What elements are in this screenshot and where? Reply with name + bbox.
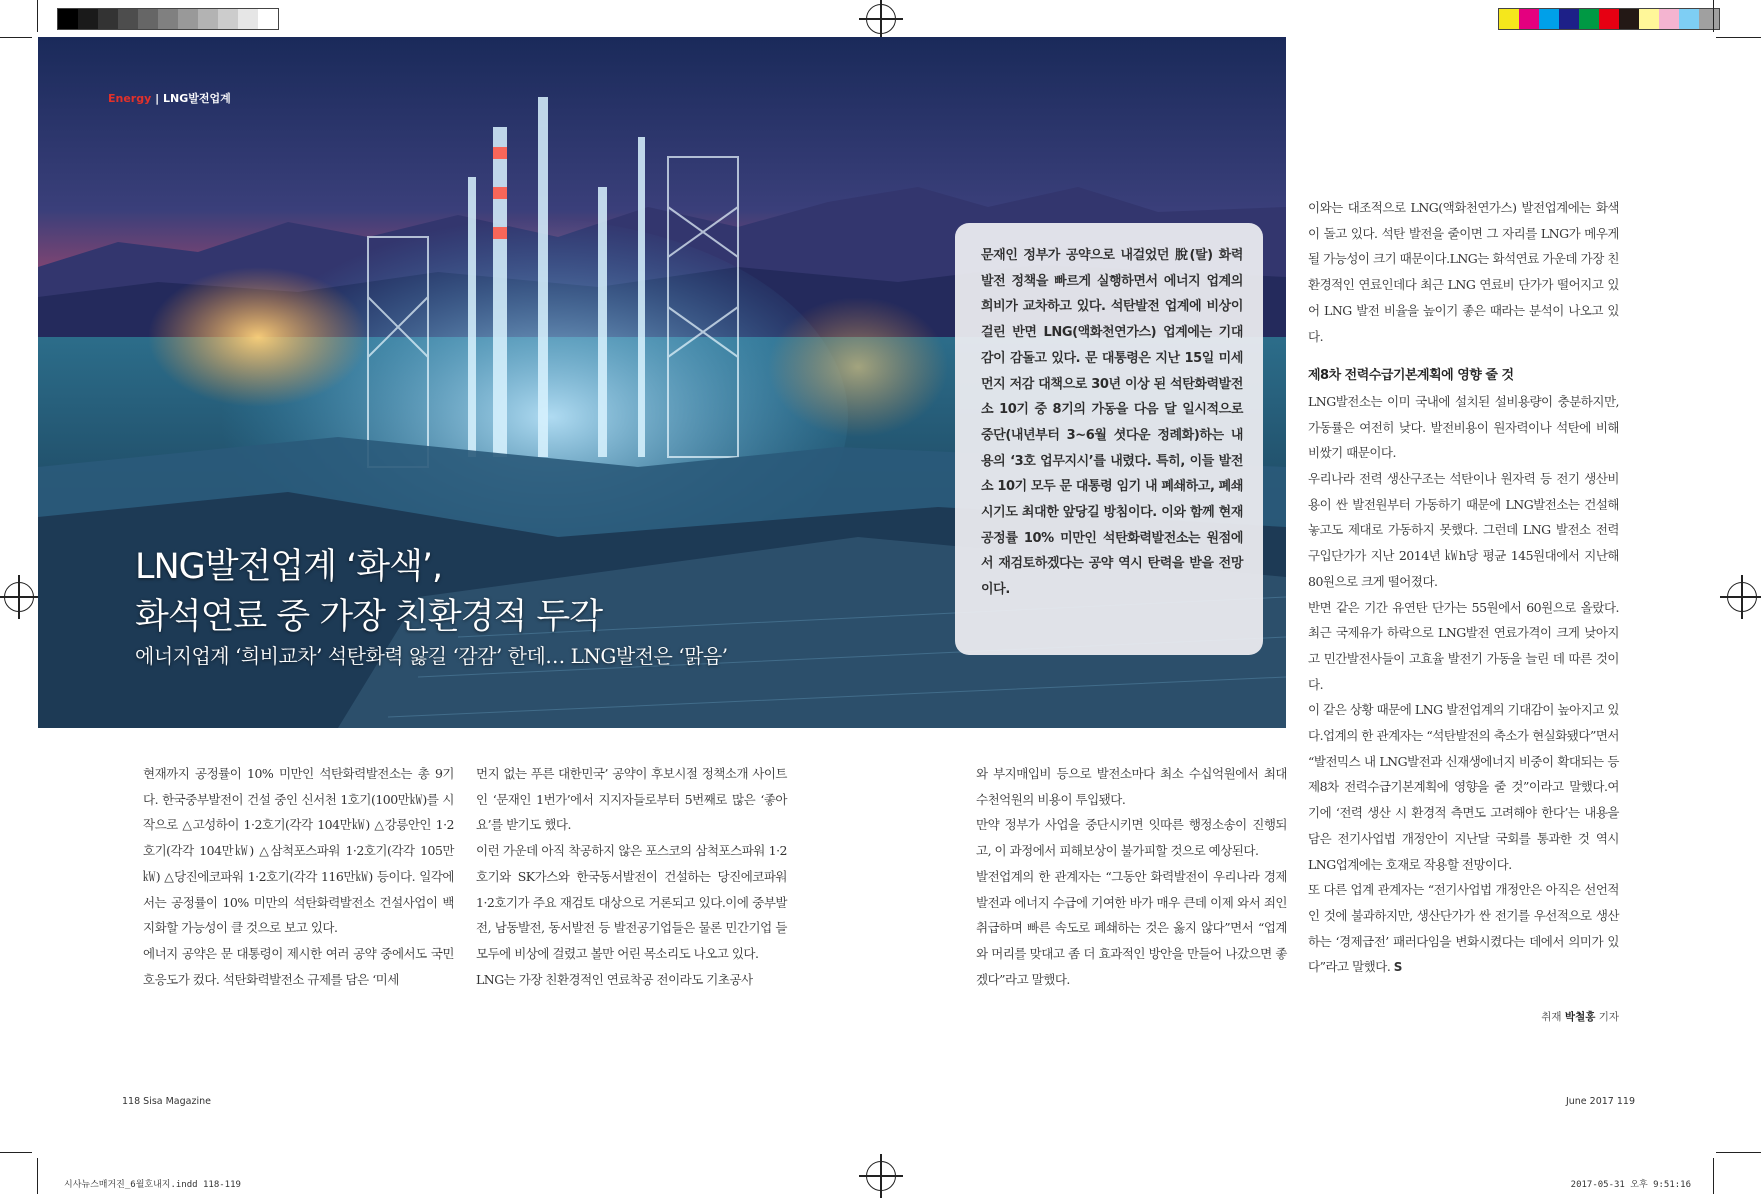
color-swatch bbox=[1639, 9, 1659, 29]
body-paragraph: LNG는 가장 친환경적인 연료착공 전이라도 기초공사 bbox=[476, 971, 753, 987]
byline-prefix: 취재 bbox=[1541, 1011, 1562, 1023]
color-swatch bbox=[1679, 9, 1699, 29]
body-paragraph bbox=[1308, 877, 1619, 981]
crop-mark bbox=[37, 0, 38, 32]
subheading: 제8차 전력수급기본계획에 영향 줄 것 bbox=[1308, 368, 1514, 384]
color-swatch bbox=[1659, 9, 1679, 29]
section-category: Energy bbox=[108, 92, 152, 105]
lead-paragraph: 문재인 정부가 공약으로 내걸었던 脫(탈) 화력발전 정책을 빠르게 실행하면서 에너지 업계의 희비가 교차하고 있다. 석탄발전 업계에 비상이 걸린 반면 LNG(액화천연가스) 업계에는 기대감이 감돌고 있다. 문 대통령은 지난 15일 미세먼지 저감 대책으로 30년 이상 된 석탄화력발전소 10기 중 8기의 가동을 다음 달 일시적으로 중단(내년부터 3~6월 셧다운 정례화)하는 내용의 ‘3호 업무지시’를 내렸다. 특히, 이들 발전소 10기 모두 문 대통령 임기 내 폐쇄하고, 폐쇄 시기도 최대한 앞당길 방침이다. 이와 함께 현재 공정률 10% 미만인 석탄화력발전소는 원점에서 재검토하겠다는 공약 역시 탄력을 받을 전망이다. bbox=[981, 248, 1243, 598]
body-paragraph-text: 또 다른 업계 관계자는 “전기사업법 개정안은 아직은 선언적인 것에 불과하지만, 생산단가가 싼 전기를 우선적으로 생산하는 ‘경제급전’ 패러다임을 변화시켰다는 데에서 의미가 있다”라고 말했다. bbox=[1308, 882, 1619, 975]
color-swatch bbox=[1599, 9, 1619, 29]
color-swatch bbox=[118, 9, 138, 29]
color-swatch bbox=[1499, 9, 1519, 29]
body-column-4 bbox=[1308, 195, 1619, 981]
end-mark: S bbox=[1393, 960, 1402, 975]
deck-subtitle: 에너지업계 ‘희비교차’ 석탄화력 앓길 ‘감감’ 한데… LNG발전은 ‘맑음’ bbox=[135, 644, 728, 668]
crop-mark bbox=[0, 1152, 32, 1153]
color-swatch bbox=[258, 9, 278, 29]
crop-mark bbox=[1713, 0, 1714, 32]
color-swatch bbox=[1579, 9, 1599, 29]
section-label bbox=[108, 90, 231, 106]
color-swatch bbox=[238, 9, 258, 29]
crop-mark bbox=[1713, 1158, 1714, 1194]
body-paragraph: 반면 같은 기간 유연탄 단가는 55원에서 60원으로 올랐다.최근 국제유가 하락으로 LNG발전 연료가격이 크게 낮아지고 민간발전사들이 고효율 발전기 가동을 늘린 데 따른 것이다. bbox=[1308, 599, 1619, 692]
crop-mark bbox=[37, 1158, 38, 1194]
body-paragraph: 이와는 대조적으로 LNG(액화천연가스) 발전업계에는 화색이 돌고 있다. 석탄 발전을 줄이면 그 자리를 LNG가 메우게 될 가능성이 크기 때문이다.LNG는 화석연료 가운데 가장 친환경적인 연료인데다 최근 LNG 연료비 단가가 떨어지고 있어 LNG 발전 비율을 높이기 좋은 때라는 분석이 나오고 있다. bbox=[1308, 200, 1619, 344]
color-swatch bbox=[98, 9, 118, 29]
lead-box bbox=[955, 223, 1263, 655]
color-swatch bbox=[58, 9, 78, 29]
color-swatch bbox=[1519, 9, 1539, 29]
body-paragraph: 발전업계의 한 관계자는 “그동안 화력발전이 우리나라 경제 발전과 에너지 수급에 기여한 바가 매우 큰데 이제 와서 죄인 취급하며 빠른 속도로 폐쇄하는 것은 옳지 않다”면서 “업계와 머리를 맞대고 좀 더 효과적인 방안을 만들어 나갔으면 좋겠다”라고 말했다. bbox=[976, 868, 1287, 987]
registration-mark-right bbox=[1727, 582, 1757, 612]
slug-filename: 시사뉴스매거진_6월호내지.indd 118-119 bbox=[64, 1180, 241, 1190]
body-paragraph: 에너지 공약은 문 대통령이 제시한 여러 공약 중에서도 국민 호응도가 컸다. 석탄화력발전소 규제를 담은 ‘미세 bbox=[143, 945, 454, 987]
body-paragraph: 우리나라 전력 생산구조는 석탄이나 원자력 등 전기 생산비용이 싼 발전원부터 가동하기 때문에 LNG발전소는 건설해놓고도 제대로 가동하지 못했다. 그런데 LNG 발전소 전력 구입단가가 지난 2014년 ㎾h당 평균 145원대에서 지난해 80원으로 크게 떨어졌다. bbox=[1308, 471, 1619, 589]
headline bbox=[135, 542, 602, 642]
body-paragraph: 만약 정부가 사업을 중단시키면 잇따른 행정소송이 진행되고, 이 과정에서 피해보상이 불가피할 것으로 예상된다. bbox=[976, 817, 1287, 859]
section-divider: | bbox=[155, 92, 163, 105]
crop-mark bbox=[0, 37, 32, 38]
body-paragraph: 와 부지매입비 등으로 발전소마다 최소 수십억원에서 최대 수천억원의 비용이 투입됐다. bbox=[976, 766, 1287, 807]
body-column-1 bbox=[143, 761, 454, 992]
color-swatch bbox=[78, 9, 98, 29]
registration-mark-top bbox=[866, 4, 896, 34]
color-swatch bbox=[1699, 9, 1719, 29]
grayscale-bar bbox=[57, 8, 279, 30]
body-paragraph: 이런 가운데 아직 착공하지 않은 포스코의 삼척포스파워 1·2호기와 SK가스와 한국동서발전이 건설하는 당진에코파워 1·2호기가 주요 재검토 대상으로 거론되고 있다.이에 중부발전, 남동발전, 동서발전 등 발전공기업들은 물론 민간기업 들 모두에 비상에 걸렸고 볼만 어린 목소리도 나오고 있다. bbox=[476, 843, 787, 961]
headline-line-1: LNG발전업계 ‘화색’, bbox=[135, 547, 443, 587]
crop-mark bbox=[1716, 1152, 1761, 1153]
body-column-2 bbox=[476, 761, 787, 992]
registration-mark-left bbox=[4, 582, 34, 612]
headline-line-2: 화석연료 중 가장 친환경적 두각 bbox=[135, 597, 603, 637]
color-bar bbox=[1498, 8, 1720, 30]
byline-name: 박철홍 bbox=[1564, 1011, 1596, 1023]
folio-left: 118 Sisa Magazine bbox=[122, 1096, 211, 1107]
color-swatch bbox=[158, 9, 178, 29]
color-swatch bbox=[218, 9, 238, 29]
byline bbox=[1308, 1009, 1619, 1024]
body-column-3 bbox=[976, 761, 1287, 992]
section-topic: LNG발전업계 bbox=[162, 92, 231, 105]
color-swatch bbox=[1619, 9, 1639, 29]
color-swatch bbox=[1539, 9, 1559, 29]
registration-mark-bottom bbox=[866, 1161, 896, 1191]
crop-mark bbox=[1716, 37, 1761, 38]
color-swatch bbox=[138, 9, 158, 29]
byline-suffix: 기자 bbox=[1598, 1011, 1619, 1023]
color-swatch bbox=[178, 9, 198, 29]
folio-right: June 2017 119 bbox=[1565, 1096, 1635, 1107]
body-paragraph: 현재까지 공정률이 10% 미만인 석탄화력발전소는 총 9기다. 한국중부발전이 건설 중인 신서천 1호기(100만㎾)를 시작으로 △고성하이 1·2호기(각각 104만㎾) △강릉안인 1·2호기(각각 104만㎾) △삼척포스파워 1·2호기(각각 105만㎾) △당진에코파워 1·2호기(각각 116만㎾) 등이다. 일각에서는 공정률이 10% 미만의 석탄화력발전소 건설사업이 백지화할 가능성이 클 것으로 보고 있다. bbox=[143, 766, 454, 936]
color-swatch bbox=[198, 9, 218, 29]
color-swatch bbox=[1559, 9, 1579, 29]
body-paragraph: 먼지 없는 푸른 대한민국’ 공약이 후보시절 정책소개 사이트인 ‘문재인 1번가’에서 지지자들로부터 5번째로 많은 ‘좋아요’를 받기도 했다. bbox=[476, 766, 787, 833]
body-paragraph: LNG발전소는 이미 국내에 설치된 설비용량이 충분하지만, 가동률은 여전히 낮다. 발전비용이 원자력이나 석탄에 비해 비쌌기 때문이다. bbox=[1308, 393, 1619, 461]
slug-timestamp: 2017-05-31 오후 9:51:16 bbox=[1570, 1180, 1691, 1190]
body-paragraph: 이 같은 상황 때문에 LNG 발전업계의 기대감이 높아지고 있다.업계의 한 관계자는 “석탄발전의 축소가 현실화됐다”면서 “발전믹스 내 LNG발전과 신재생에너지 비중이 확대되는 등 제8차 전력수급기본계획에 영향을 줄 것”이라고 말했다.여기에 ‘전력 생산 시 환경적 측면도 고려해야 한다’는 내용을 담은 전기사업법 개정안이 지난달 국회를 통과한 것 역시 LNG업계에는 호재로 작용할 전망이다. bbox=[1308, 702, 1619, 872]
